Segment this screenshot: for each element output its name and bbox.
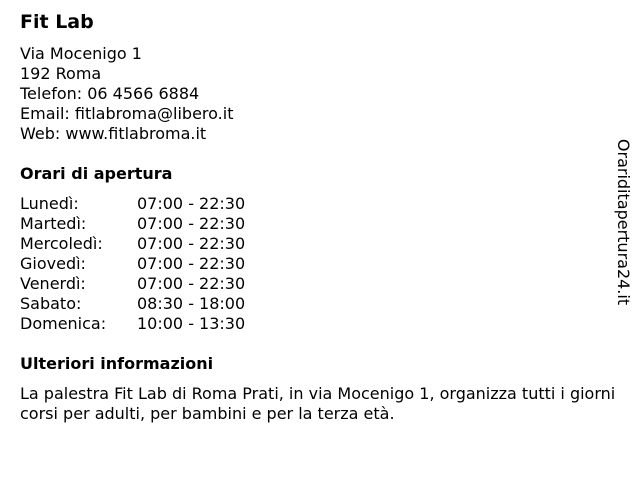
hours-row [20, 234, 245, 254]
hours-row [20, 214, 245, 234]
web-text: Web: www.fitlabroma.it [20, 124, 207, 143]
watermark-container [613, 136, 633, 308]
hours-time: 08:30 - 18:00 [137, 294, 246, 313]
watermark-text: Orariditapertura24.it [614, 138, 633, 306]
address-street: Via Mocenigo 1 [20, 44, 142, 63]
hours-time: 07:00 - 22:30 [137, 194, 246, 213]
contact-block [20, 44, 233, 144]
additional-info-heading: Ulteriori informazioni [20, 354, 214, 373]
hours-day: Martedì: [20, 214, 87, 233]
additional-info-text: La palestra Fit Lab di Roma Prati, in via Mocenigo 1, organizza tutti i giorni corsi per adulti, per bambini e per la terza età. [20, 384, 616, 423]
hours-time: 07:00 - 22:30 [137, 214, 246, 233]
opening-hours-table [20, 194, 245, 334]
hours-row [20, 194, 245, 214]
hours-day: Domenica: [20, 314, 107, 333]
address-city: 192 Roma [20, 64, 102, 83]
hours-row [20, 294, 245, 314]
hours-day: Sabato: [20, 294, 82, 313]
hours-row [20, 314, 245, 334]
hours-day: Mercoledì: [20, 234, 103, 253]
email-text: Email: fitlabroma@libero.it [20, 104, 234, 123]
opening-hours-heading: Orari di apertura [20, 164, 173, 183]
hours-time: 10:00 - 13:30 [137, 314, 246, 333]
hours-time: 07:00 - 22:30 [137, 274, 246, 293]
hours-row [20, 254, 245, 274]
hours-day: Giovedì: [20, 254, 86, 273]
hours-day: Lunedì: [20, 194, 79, 213]
hours-day: Venerdì: [20, 274, 86, 293]
phone-text: Telefon: 06 4566 6884 [20, 84, 200, 103]
hours-row [20, 274, 245, 294]
business-name: Fit Lab [20, 11, 94, 33]
hours-time: 07:00 - 22:30 [137, 254, 246, 273]
hours-time: 07:00 - 22:30 [137, 234, 246, 253]
